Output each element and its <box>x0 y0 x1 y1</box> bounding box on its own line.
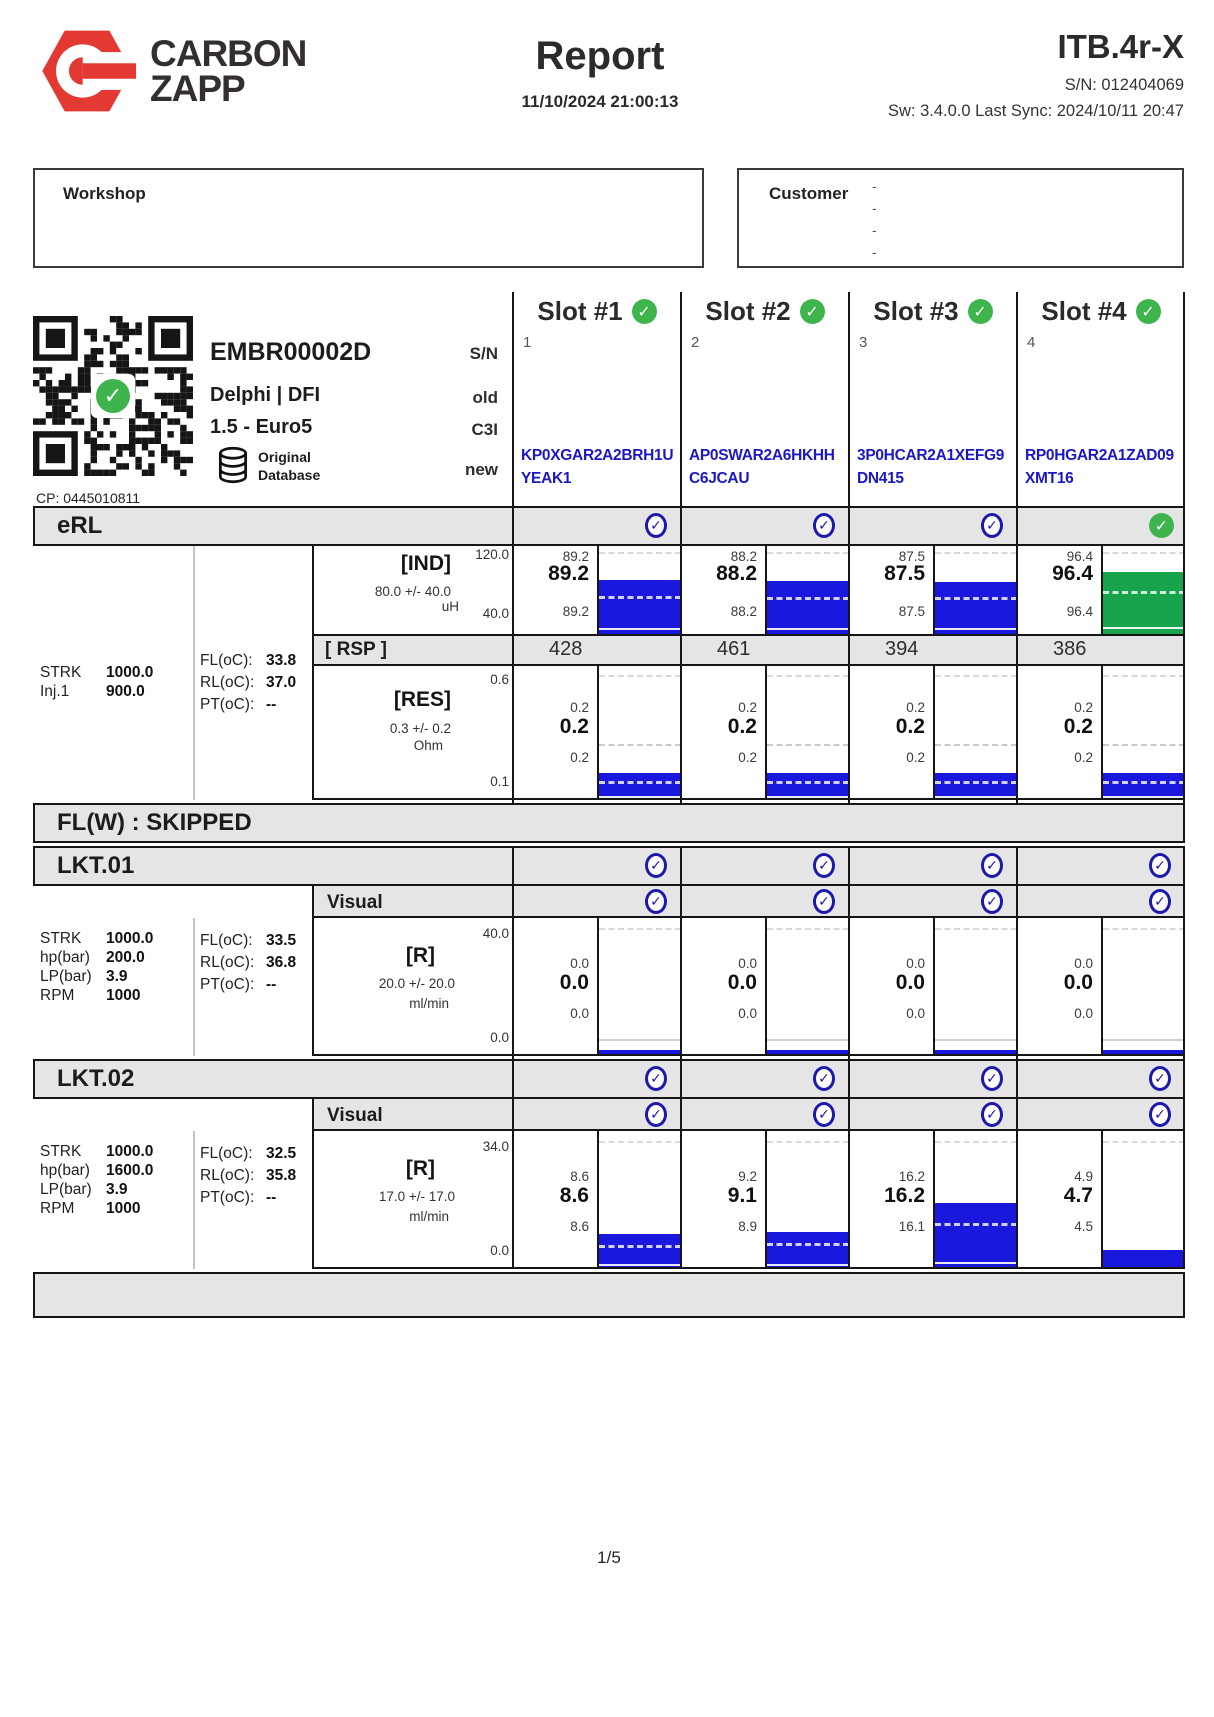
param-value: 1000 <box>106 1200 141 1217</box>
value-avg: 87.5 <box>884 562 925 585</box>
lkt02-check-slot-1 <box>645 1066 667 1091</box>
value-avg: 96.4 <box>1052 562 1093 585</box>
lkt01-r-test-cell <box>313 918 513 1056</box>
carbonzapp-logo-icon <box>35 28 139 114</box>
lkt01-bar-slot-3 <box>933 918 1017 1056</box>
value-min: 4.5 <box>1074 1219 1093 1234</box>
value-avg: 0.2 <box>727 715 757 738</box>
lkt02-r-test-cell <box>313 1131 513 1269</box>
ind-bar-slot-3 <box>933 546 1017 634</box>
ind-test-name: [IND] <box>400 552 451 575</box>
device-serial: S/N: 012404069 <box>1064 76 1184 94</box>
slot-1-code <box>521 444 673 490</box>
slot-4-code-line2: XMT16 <box>1025 470 1074 487</box>
value-min: 0.2 <box>570 750 589 765</box>
erl-check-slot-3 <box>981 513 1003 538</box>
lkt01-check-slot-3 <box>981 853 1003 878</box>
component-engine: 1.5 - Euro5 <box>210 416 313 438</box>
lkt01-bar-slot-4 <box>1101 918 1185 1056</box>
temp-value: -- <box>266 696 277 713</box>
lkt02-visual-check-slot-1 <box>645 1102 667 1127</box>
label-c3i: C3I <box>471 420 498 439</box>
value-avg: 0.0 <box>1063 971 1093 994</box>
r-axis-max: 34.0 <box>482 1139 509 1154</box>
slot-4-title: Slot #4 <box>1041 296 1127 326</box>
section-lkt01-band <box>33 846 1185 886</box>
param-value: 1000.0 <box>106 1143 154 1160</box>
res-tolerance: 0.3 +/- 0.2 <box>389 721 451 736</box>
res-unit: Ohm <box>413 738 443 753</box>
slot-4-number: 4 <box>1027 334 1036 351</box>
customer-line: - <box>872 178 877 194</box>
section-lkt02-title: LKT.02 <box>57 1065 135 1092</box>
section-erl-title: eRL <box>57 512 103 539</box>
slot-1-number: 1 <box>523 334 532 351</box>
qr-verified-badge <box>91 374 135 418</box>
value-max: 0.2 <box>906 700 925 715</box>
slot-4-code <box>1025 444 1174 490</box>
value-avg: 8.6 <box>559 1184 589 1207</box>
slot-1-header <box>513 296 681 327</box>
lkt02-check-slot-2 <box>813 1066 835 1091</box>
section-flw-band <box>33 803 1185 843</box>
slot-4-header <box>1017 296 1185 327</box>
value-min: 0.2 <box>1074 750 1093 765</box>
value-min: 8.6 <box>570 1219 589 1234</box>
slot-2-code <box>689 444 835 490</box>
erl-params <box>40 664 153 702</box>
value-avg: 9.1 <box>727 1184 757 1207</box>
value-avg: 88.2 <box>716 562 757 585</box>
value-max: 8.6 <box>570 1169 589 1184</box>
database-icon <box>216 446 250 484</box>
temp-value: 32.5 <box>266 1145 297 1162</box>
device-name: ITB.4r-X <box>1057 28 1184 65</box>
lkt01-check-slot-4 <box>1149 853 1171 878</box>
r-tolerance: 17.0 +/- 17.0 <box>378 1189 455 1204</box>
value-min: 0.2 <box>906 750 925 765</box>
workshop-label: Workshop <box>63 184 146 203</box>
param-label: RPM <box>40 1200 75 1217</box>
ind-tolerance: 80.0 +/- 40.0 <box>374 584 451 599</box>
param-label: LP(bar) <box>40 1181 92 1198</box>
report-datetime: 11/10/2024 21:00:13 <box>521 92 679 111</box>
slot-3-pass-icon <box>968 299 993 324</box>
res-bar-slot-2 <box>765 666 849 800</box>
temp-label: PT(oC): <box>200 1189 255 1206</box>
label-old: old <box>472 388 498 407</box>
param-label: RPM <box>40 987 75 1004</box>
lkt02-bar-slot-1 <box>597 1131 681 1269</box>
section-flw-title: FL(W) : SKIPPED <box>57 809 252 836</box>
footer-band <box>33 1272 1185 1318</box>
lkt01-visual-check-slot-1 <box>645 889 667 914</box>
temp-value: 33.5 <box>266 932 297 949</box>
customer-line: - <box>872 244 877 260</box>
device-sync: Sw: 3.4.0.0 Last Sync: 2024/10/11 20:47 <box>888 102 1184 120</box>
r-unit: ml/min <box>409 1209 449 1224</box>
temp-label: PT(oC): <box>200 696 255 713</box>
temp-label: FL(oC): <box>200 1145 253 1162</box>
lkt02-visual-check-slot-4 <box>1149 1102 1171 1127</box>
value-min: 0.0 <box>906 1006 925 1021</box>
ind-unit: uH <box>441 599 459 614</box>
ind-axis-min: 40.0 <box>482 606 509 621</box>
lkt01-params <box>40 930 153 1006</box>
component-cp: CP: 0445010811 <box>36 490 141 506</box>
lkt02-bar-slot-3 <box>933 1131 1017 1269</box>
temp-value: 36.8 <box>266 954 297 971</box>
section-lkt02-band <box>33 1059 1185 1099</box>
param-value: 3.9 <box>106 1181 128 1198</box>
erl-check-slot-1 <box>645 513 667 538</box>
lkt01-check-slot-2 <box>813 853 835 878</box>
temp-label: PT(oC): <box>200 976 255 993</box>
label-new: new <box>464 460 498 479</box>
lkt02-check-slot-4 <box>1149 1066 1171 1091</box>
param-label: STRK <box>40 1143 82 1160</box>
param-label: STRK <box>40 930 82 947</box>
slot-2-header <box>681 296 849 327</box>
erl-check-slot-4 <box>1149 513 1174 538</box>
param-label: hp(bar) <box>40 949 90 966</box>
value-avg: 0.0 <box>559 971 589 994</box>
lkt01-visual-label: Visual <box>327 892 383 913</box>
temp-value: 33.8 <box>266 652 297 669</box>
value-max: 96.4 <box>1066 549 1093 564</box>
r-axis-min: 0.0 <box>490 1030 509 1045</box>
value-max: 88.2 <box>730 549 757 564</box>
param-value: 1000 <box>106 987 141 1004</box>
brand-name <box>150 33 307 109</box>
erl-temps <box>200 652 296 718</box>
slot-2-code-line1: AP0SWAR2A6HKHH <box>689 447 835 464</box>
value-min: 0.0 <box>570 1006 589 1021</box>
erl-check-slot-2 <box>813 513 835 538</box>
slot-3-code-line2: DN415 <box>857 470 904 487</box>
lkt02-visual-strip <box>313 1099 1185 1131</box>
r-test-name: [R] <box>405 1157 435 1180</box>
temp-label: FL(oC): <box>200 932 253 949</box>
lkt01-visual-strip <box>313 886 1185 918</box>
workshop-box <box>33 168 704 268</box>
value-min: 89.2 <box>562 604 589 619</box>
value-avg: 89.2 <box>548 562 589 585</box>
lkt02-visual-check-slot-3 <box>981 1102 1003 1127</box>
customer-line: - <box>872 222 877 238</box>
value-min: 87.5 <box>898 604 925 619</box>
slot-1-pass-icon <box>632 299 657 324</box>
r-test-name: [R] <box>405 944 435 967</box>
lkt01-visual-check-slot-2 <box>813 889 835 914</box>
value-avg: 0.2 <box>1063 715 1093 738</box>
value-max: 87.5 <box>898 549 925 564</box>
slot-3-number: 3 <box>859 334 868 351</box>
value-max: 0.0 <box>570 956 589 971</box>
value-max: 16.2 <box>898 1169 925 1184</box>
db-line1: Original <box>258 449 311 465</box>
temp-value: -- <box>266 1189 277 1206</box>
rsp-test-name: [ RSP ] <box>325 639 387 660</box>
lkt02-bar-slot-2 <box>765 1131 849 1269</box>
ind-bar-slot-1 <box>597 546 681 634</box>
r-axis-min: 0.0 <box>490 1243 509 1258</box>
lkt01-visual-check-slot-3 <box>981 889 1003 914</box>
temp-label: FL(oC): <box>200 652 253 669</box>
r-unit: ml/min <box>409 996 449 1011</box>
slot-2-code-line2: C6JCAU <box>689 470 750 487</box>
lkt02-visual-label: Visual <box>327 1105 383 1126</box>
customer-box <box>737 168 1184 268</box>
param-label: STRK <box>40 664 82 681</box>
res-test-cell <box>313 666 513 800</box>
slot-2-title: Slot #2 <box>705 296 791 326</box>
slot-1-title: Slot #1 <box>537 296 623 326</box>
slot-4-pass-icon <box>1136 299 1161 324</box>
temp-value: 37.0 <box>266 674 297 691</box>
lkt01-bar-slot-2 <box>765 918 849 1056</box>
db-line2: Database <box>258 467 321 483</box>
param-label: Inj.1 <box>40 683 70 700</box>
lkt01-visual-check-slot-4 <box>1149 889 1171 914</box>
value-min: 16.1 <box>898 1219 925 1234</box>
section-erl-band <box>33 506 1185 546</box>
slot-2-number: 2 <box>691 334 700 351</box>
slot-1-code-line2: YEAK1 <box>521 470 572 487</box>
value-max: 0.2 <box>738 700 757 715</box>
slot-2-pass-icon <box>800 299 825 324</box>
slot-3-title: Slot #3 <box>873 296 959 326</box>
slot-3-header <box>849 296 1017 327</box>
lkt01-temps <box>200 932 296 998</box>
value-min: 8.9 <box>738 1219 757 1234</box>
customer-line: - <box>872 200 877 216</box>
temp-label: RL(oC): <box>200 674 255 691</box>
ind-test-cell <box>313 546 513 634</box>
param-value: 200.0 <box>106 949 145 966</box>
value-min: 96.4 <box>1066 604 1093 619</box>
res-axis-min: 0.1 <box>490 774 509 789</box>
customer-label: Customer <box>769 184 849 203</box>
ind-bar-slot-4 <box>1101 546 1185 634</box>
value-max: 89.2 <box>562 549 589 564</box>
slot-1-code-line1: KP0XGAR2A2BRH1U <box>521 447 674 464</box>
value-avg: 0.2 <box>895 715 925 738</box>
res-test-name: [RES] <box>393 688 451 711</box>
res-axis-max: 0.6 <box>490 672 509 687</box>
res-bar-slot-4 <box>1101 666 1185 800</box>
lkt02-params <box>40 1143 153 1219</box>
temp-label: RL(oC): <box>200 1167 255 1184</box>
param-value: 1600.0 <box>106 1162 154 1179</box>
brand-line2: ZAPP <box>150 68 245 109</box>
value-min: 0.2 <box>738 750 757 765</box>
value-min: 88.2 <box>730 604 757 619</box>
rsp-value-slot-1: 428 <box>549 638 583 660</box>
param-value: 1000.0 <box>106 930 154 947</box>
value-min: 0.0 <box>738 1006 757 1021</box>
ind-axis-max: 120.0 <box>475 547 509 562</box>
slot-3-code-line1: 3P0HCAR2A1XEFG9 <box>857 447 1005 464</box>
section-lkt01-title: LKT.01 <box>57 852 135 879</box>
database-label <box>258 448 320 484</box>
value-avg: 16.2 <box>884 1184 925 1207</box>
lkt02-visual-check-slot-2 <box>813 1102 835 1127</box>
r-tolerance: 20.0 +/- 20.0 <box>378 976 455 991</box>
component-reference: EMBR00002D <box>210 338 372 366</box>
value-max: 9.2 <box>738 1169 757 1184</box>
lkt02-bar-slot-4 <box>1101 1131 1185 1269</box>
rsp-value-slot-4: 386 <box>1053 638 1087 660</box>
value-avg: 0.0 <box>727 971 757 994</box>
param-label: LP(bar) <box>40 968 92 985</box>
value-avg: 4.7 <box>1063 1184 1093 1207</box>
label-sn: S/N <box>469 344 498 363</box>
temp-label: RL(oC): <box>200 954 255 971</box>
value-min: 0.0 <box>1074 1006 1093 1021</box>
value-max: 4.9 <box>1074 1169 1093 1184</box>
rsp-value-slot-3: 394 <box>885 638 919 660</box>
value-max: 0.2 <box>570 700 589 715</box>
temp-value: -- <box>266 976 277 993</box>
value-max: 0.0 <box>906 956 925 971</box>
temp-value: 35.8 <box>266 1167 297 1184</box>
value-max: 0.0 <box>1074 956 1093 971</box>
lkt02-temps <box>200 1145 296 1211</box>
slot-4-code-line1: RP0HGAR2A1ZAD09 <box>1025 447 1174 464</box>
param-value: 3.9 <box>106 968 128 985</box>
res-bar-slot-1 <box>597 666 681 800</box>
lkt01-check-slot-1 <box>645 853 667 878</box>
value-avg: 0.2 <box>559 715 589 738</box>
value-max: 0.0 <box>738 956 757 971</box>
value-max: 0.2 <box>1074 700 1093 715</box>
r-axis-max: 40.0 <box>482 926 509 941</box>
ind-bar-slot-2 <box>765 546 849 634</box>
brand-line1: CARBON <box>150 33 307 74</box>
value-avg: 0.0 <box>895 971 925 994</box>
page-number: 1/5 <box>597 1548 621 1567</box>
param-value: 1000.0 <box>106 664 154 681</box>
component-brand: Delphi | DFI <box>210 384 321 406</box>
rsp-value-slot-2: 461 <box>717 638 751 660</box>
page-title: Report <box>535 34 665 78</box>
slot-3-code <box>857 444 1004 490</box>
lkt01-bar-slot-1 <box>597 918 681 1056</box>
lkt02-check-slot-3 <box>981 1066 1003 1091</box>
param-value: 900.0 <box>106 683 145 700</box>
res-bar-slot-3 <box>933 666 1017 800</box>
qr-check-icon <box>96 379 130 413</box>
param-label: hp(bar) <box>40 1162 90 1179</box>
